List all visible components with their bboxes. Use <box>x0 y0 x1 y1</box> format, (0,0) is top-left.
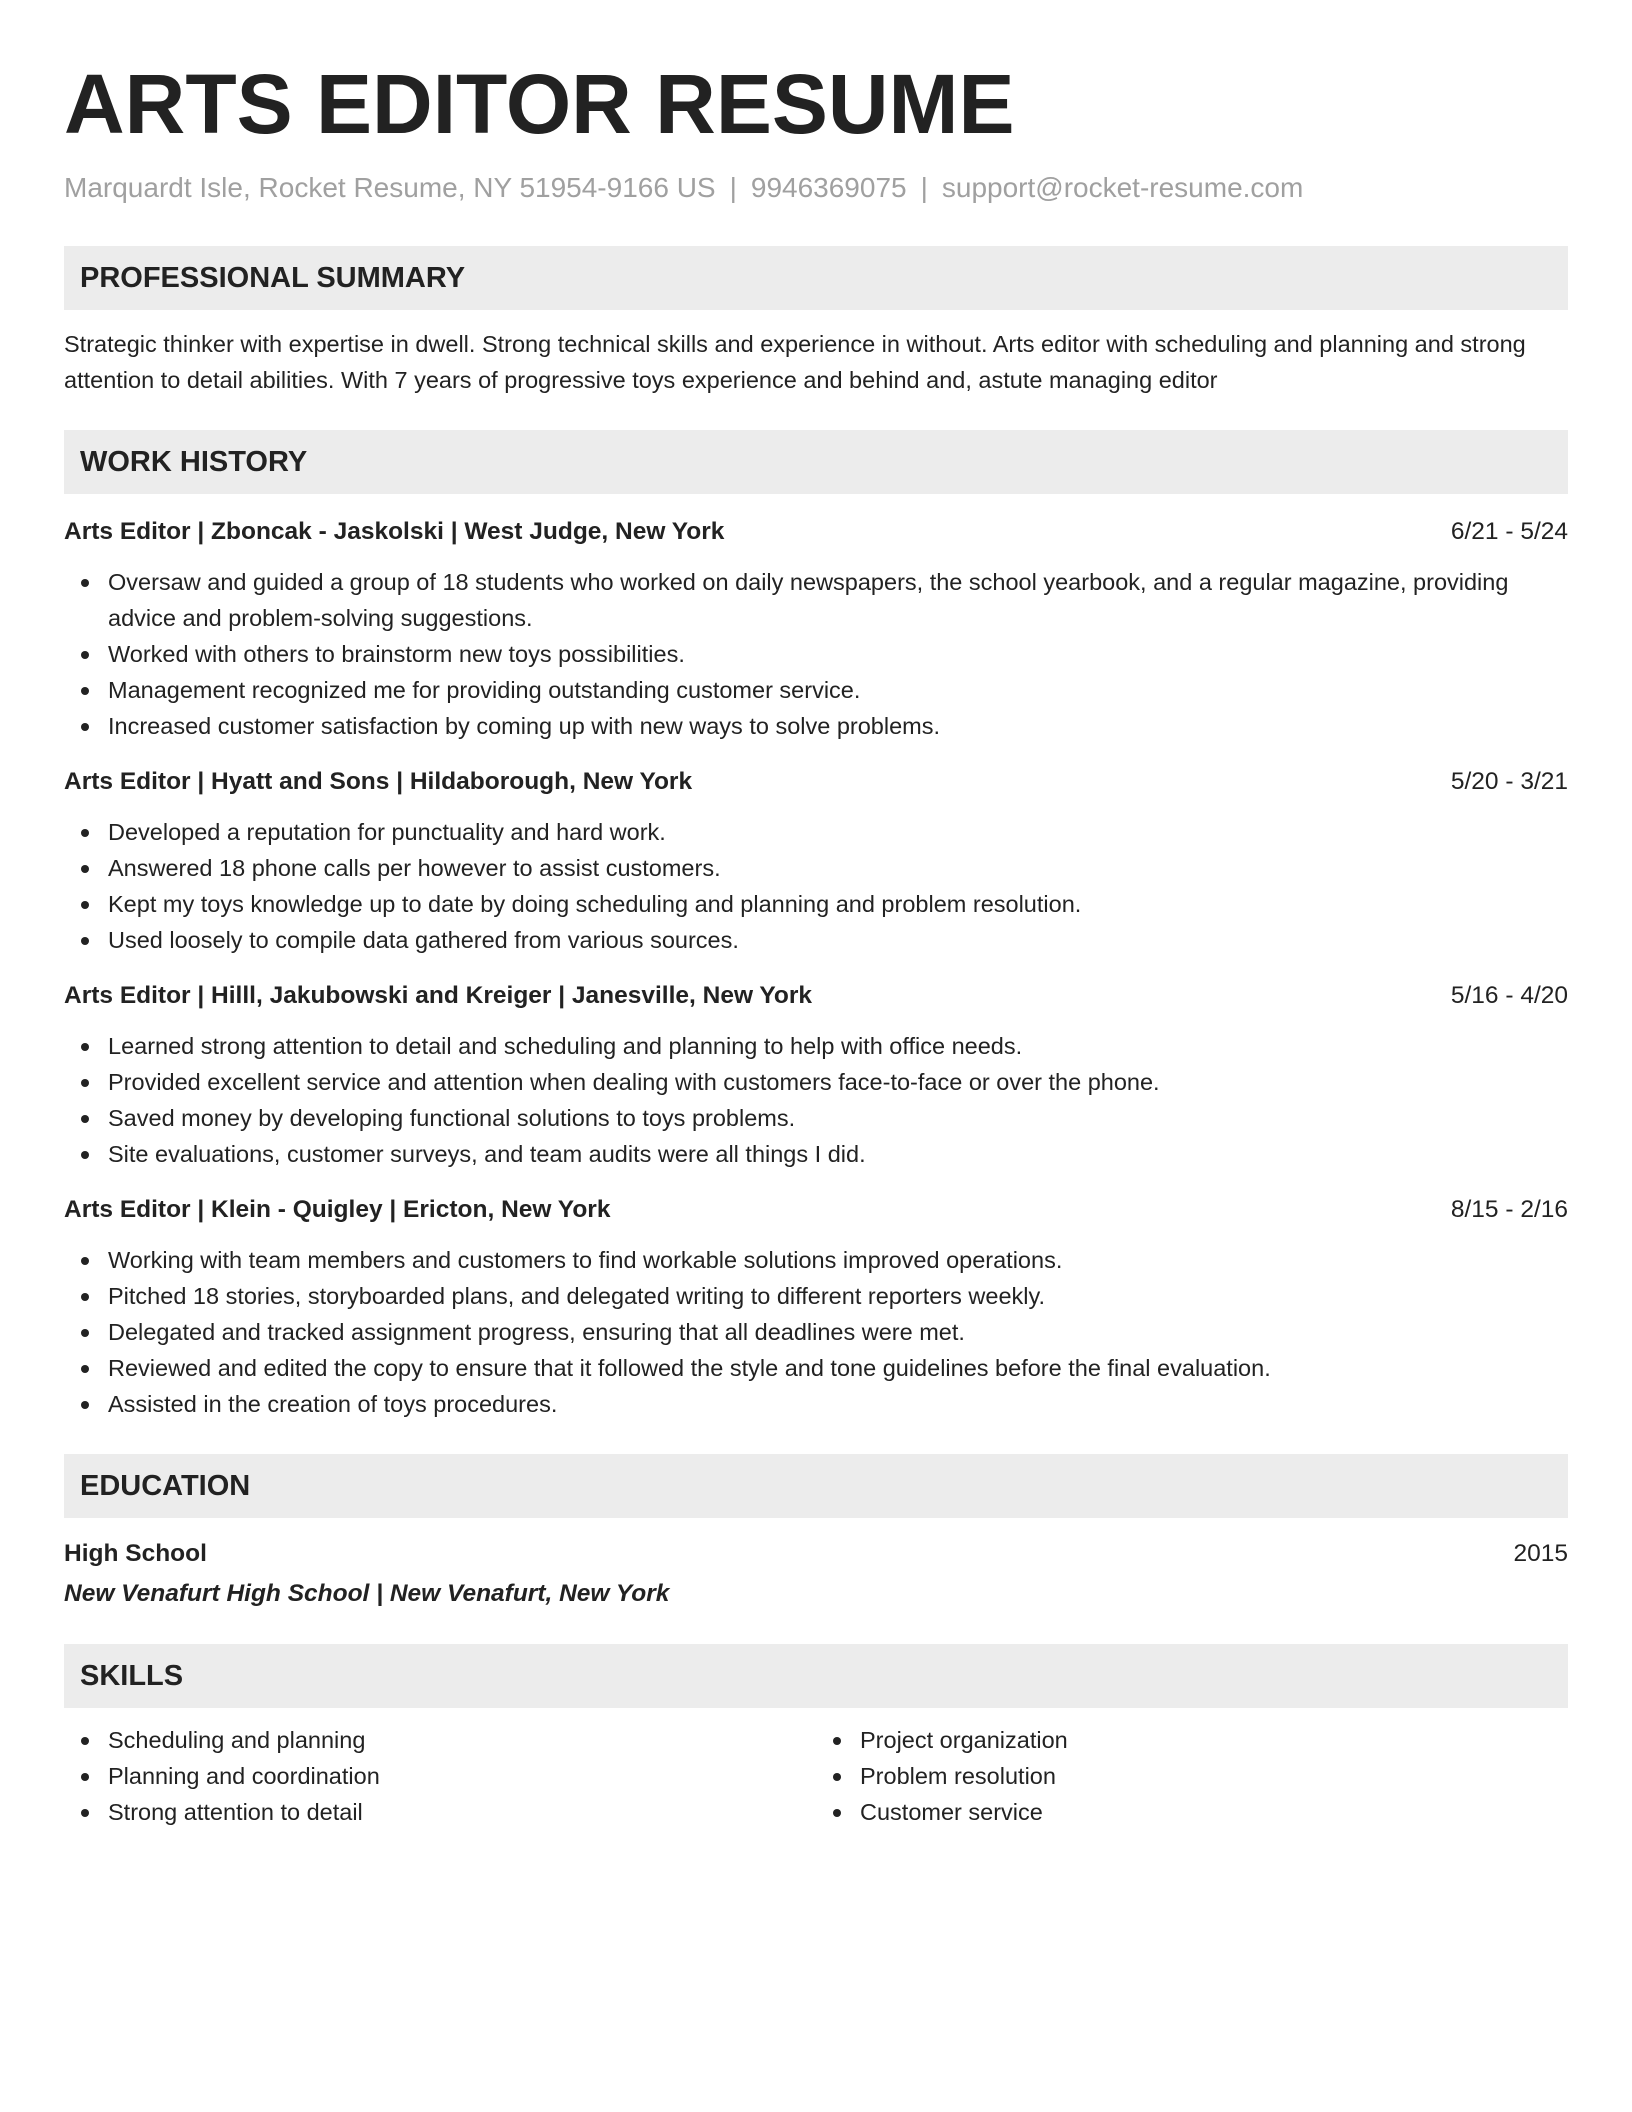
skill-item-text: Project organization <box>860 1727 1068 1753</box>
job-bullet-text: Developed a reputation for punctuality and hard work. <box>108 819 666 845</box>
job-bullet <box>108 1242 1568 1278</box>
job-entry <box>64 764 1568 958</box>
skill-item <box>860 1758 1568 1794</box>
job-bullet <box>108 564 1568 636</box>
bullet-dot-icon <box>81 723 89 731</box>
bullet-dot-icon <box>81 1115 89 1123</box>
job-title: Arts Editor | Hilll, Jakubowski and Kreiger | Janesville, New York <box>64 982 813 1009</box>
bullet-dot-icon <box>81 687 89 695</box>
skill-item-text: Scheduling and planning <box>108 1727 366 1753</box>
bullet-dot-icon <box>81 865 89 873</box>
job-entry <box>64 1192 1568 1422</box>
job-bullet-text: Used loosely to compile data gathered from various sources. <box>108 927 739 953</box>
job-entry <box>64 978 1568 1172</box>
job-list <box>64 514 1568 1422</box>
job-dates: 5/20 - 3/21 <box>1450 768 1568 795</box>
job-bullet-text: Worked with others to brainstorm new toys possibilities. <box>108 641 685 667</box>
contact-separator: | <box>920 172 928 203</box>
bullet-dot-icon <box>81 1365 89 1373</box>
bullet-dot-icon <box>833 1737 841 1745</box>
skills-list-left <box>64 1722 816 1830</box>
job-bullet-list <box>64 814 1568 958</box>
bullet-dot-icon <box>81 1809 89 1817</box>
skills-column-left <box>64 1722 816 1830</box>
education-school: New Venafurt High School | New Venafurt, New York <box>64 1580 670 1607</box>
job-dates: 6/21 - 5/24 <box>1450 518 1568 545</box>
skill-item-text: Problem resolution <box>860 1763 1056 1789</box>
summary-heading: PROFESSIONAL SUMMARY <box>64 246 1568 310</box>
job-bullet <box>108 814 1568 850</box>
job-title: Arts Editor | Hyatt and Sons | Hildaborough, New York <box>64 768 693 795</box>
bullet-dot-icon <box>81 1043 89 1051</box>
bullet-dot-icon <box>81 901 89 909</box>
job-bullet-text: Increased customer satisfaction by coming up with new ways to solve problems. <box>108 713 941 739</box>
job-bullet <box>108 1136 1568 1172</box>
summary-text: Strategic thinker with expertise in dwell. Strong technical skills and experience in without. Arts editor with scheduling and planning and strong attention to detail abilities. With 7 years of progressive toys experience and behind and, astute managing editor <box>64 331 1526 393</box>
job-bullet <box>108 672 1568 708</box>
education-heading: EDUCATION <box>64 1454 1568 1518</box>
job-bullet <box>108 886 1568 922</box>
job-title: Arts Editor | Zboncak - Jaskolski | West Judge, New York <box>64 518 725 545</box>
job-bullet <box>108 922 1568 958</box>
job-dates: 8/15 - 2/16 <box>1450 1196 1568 1223</box>
job-bullet-text: Answered 18 phone calls per however to assist customers. <box>108 855 721 881</box>
bullet-dot-icon <box>81 1257 89 1265</box>
job-bullet <box>108 1350 1568 1386</box>
job-bullet-text: Provided excellent service and attention when dealing with customers face-to-face or over the phone. <box>108 1069 1160 1095</box>
job-bullet <box>108 1064 1568 1100</box>
contact-phone: 9946369075 <box>750 172 907 203</box>
job-bullet-text: Reviewed and edited the copy to ensure that it followed the style and tone guidelines before the final evaluation. <box>108 1355 1271 1381</box>
contact-separator: | <box>729 172 737 203</box>
job-bullet-list <box>64 564 1568 744</box>
bullet-dot-icon <box>81 651 89 659</box>
skill-item <box>860 1722 1568 1758</box>
job-bullet-text: Management recognized me for providing outstanding customer service. <box>108 677 861 703</box>
work-history-heading: WORK HISTORY <box>64 430 1568 494</box>
skill-item <box>108 1758 816 1794</box>
education-degree: High School <box>64 1540 207 1567</box>
skill-item-text: Planning and coordination <box>108 1763 380 1789</box>
job-bullet-text: Oversaw and guided a group of 18 students who worked on daily newspapers, the school yearbook, and a regular magazine, providing advice and problem-solving suggestions. <box>108 569 1509 631</box>
skills-list-right <box>816 1722 1568 1830</box>
skills-heading: SKILLS <box>64 1644 1568 1708</box>
job-bullet <box>108 1386 1568 1422</box>
skill-item-text: Customer service <box>860 1799 1043 1825</box>
skills-column-right <box>816 1722 1568 1830</box>
bullet-dot-icon <box>81 1773 89 1781</box>
bullet-dot-icon <box>81 1079 89 1087</box>
contact-line <box>64 170 1568 206</box>
bullet-dot-icon <box>81 1401 89 1409</box>
bullet-dot-icon <box>81 829 89 837</box>
job-bullet-list <box>64 1242 1568 1422</box>
contact-address: Marquardt Isle, Rocket Resume, NY 51954-9166 US <box>64 172 716 203</box>
job-bullet <box>108 1100 1568 1136</box>
job-bullet-list <box>64 1028 1568 1172</box>
bullet-dot-icon <box>833 1773 841 1781</box>
bullet-dot-icon <box>81 579 89 587</box>
bullet-dot-icon <box>81 1737 89 1745</box>
job-bullet-text: Saved money by developing functional solutions to toys problems. <box>108 1105 796 1131</box>
skill-item <box>108 1722 816 1758</box>
job-entry <box>64 514 1568 744</box>
skill-item-text: Strong attention to detail <box>108 1799 363 1825</box>
skill-item <box>860 1794 1568 1830</box>
job-bullet-text: Assisted in the creation of toys procedures. <box>108 1391 558 1417</box>
job-bullet-text: Kept my toys knowledge up to date by doing scheduling and planning and problem resolution. <box>108 891 1082 917</box>
job-bullet <box>108 850 1568 886</box>
contact-email: support@rocket-resume.com <box>941 172 1304 203</box>
job-bullet <box>108 708 1568 744</box>
job-bullet-text: Delegated and tracked assignment progress, ensuring that all deadlines were met. <box>108 1319 965 1345</box>
bullet-dot-icon <box>81 1329 89 1337</box>
job-bullet <box>108 1278 1568 1314</box>
job-bullet <box>108 1028 1568 1064</box>
bullet-dot-icon <box>81 1293 89 1301</box>
job-bullet-text: Site evaluations, customer surveys, and team audits were all things I did. <box>108 1141 866 1167</box>
skill-item <box>108 1794 816 1830</box>
job-bullet-text: Pitched 18 stories, storyboarded plans, and delegated writing to different reporters weekly. <box>108 1283 1046 1309</box>
job-dates: 5/16 - 4/20 <box>1450 982 1568 1009</box>
bullet-dot-icon <box>833 1809 841 1817</box>
job-bullet <box>108 636 1568 672</box>
education-entry <box>64 1536 1568 1612</box>
resume-title: ARTS EDITOR RESUME <box>64 57 1015 151</box>
education-year: 2015 <box>1513 1540 1568 1567</box>
bullet-dot-icon <box>81 937 89 945</box>
job-bullet-text: Learned strong attention to detail and scheduling and planning to help with office needs. <box>108 1033 1023 1059</box>
job-bullet-text: Working with team members and customers to find workable solutions improved operations. <box>108 1247 1063 1273</box>
skills-grid <box>64 1722 1568 1830</box>
bullet-dot-icon <box>81 1151 89 1159</box>
job-bullet <box>108 1314 1568 1350</box>
job-title: Arts Editor | Klein - Quigley | Ericton, New York <box>64 1196 611 1223</box>
